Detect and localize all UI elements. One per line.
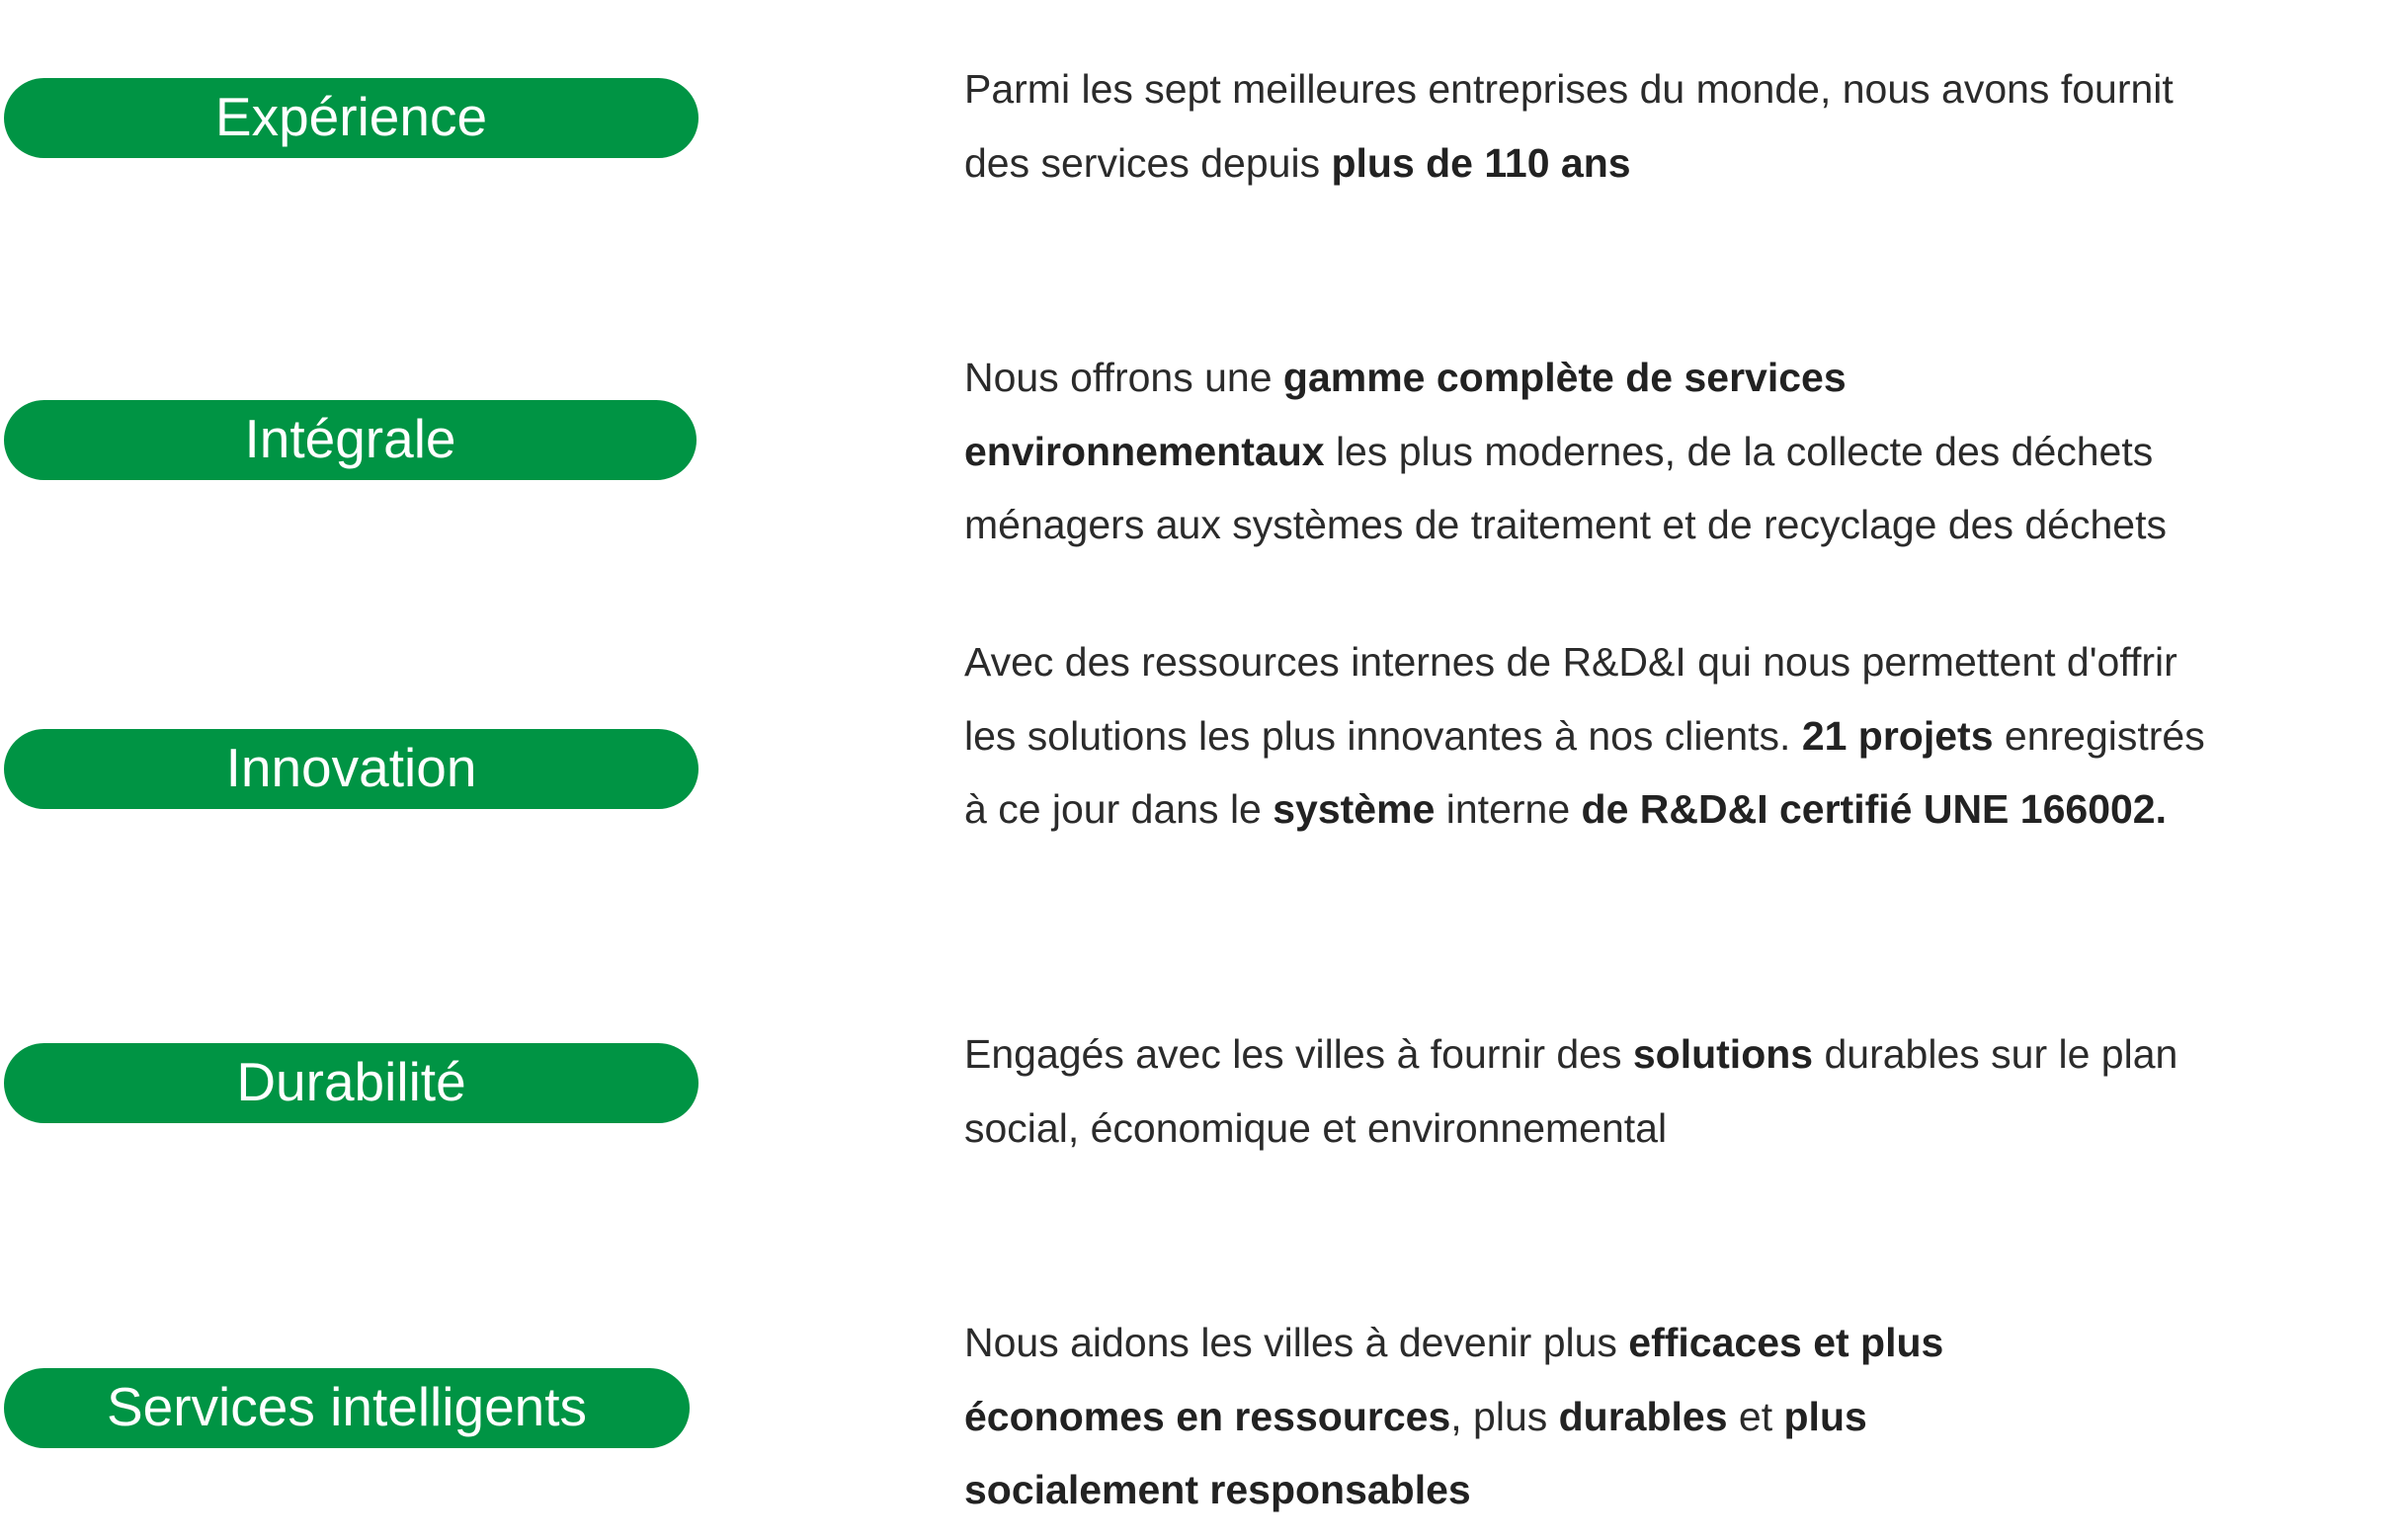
desc-text: les plus modernes, de la collecte des déchets ménagers aux systèmes de traitement et de recyclage des déchets <box>964 428 2167 547</box>
desc-text: et <box>1727 1393 1784 1439</box>
feature-label-integrale: Intégrale <box>4 400 697 480</box>
desc-highlight: système <box>1273 786 1436 832</box>
desc-highlight: 21 projets <box>1801 712 1994 759</box>
desc-text: enregistrés à ce jour dans le <box>964 712 2205 832</box>
desc-highlight: efficaces et plus économes en ressources <box>964 1320 1944 1439</box>
desc-text: Engagés avec les villes à fournir des <box>964 1031 1633 1077</box>
desc-highlight: solutions <box>1632 1031 1814 1077</box>
desc-text: Avec des ressources internes de R&D&I qui nous permettent d'offrir les solutions les plus innovantes à nos clients. <box>964 639 2177 759</box>
feature-description-integrale <box>964 341 2209 562</box>
desc-text: , plus <box>1450 1393 1559 1439</box>
desc-highlight: de R&D&I certifié UNE 166002. <box>1581 786 2167 832</box>
desc-text: interne <box>1435 786 1582 832</box>
feature-label-durabilite: Durabilité <box>4 1043 698 1123</box>
desc-highlight: plus socialement responsables <box>964 1393 1867 1512</box>
desc-highlight: durables <box>1558 1393 1728 1439</box>
desc-text: Nous offrons une <box>964 355 1283 400</box>
desc-text: Nous aidons les villes à devenir plus <box>964 1320 1629 1365</box>
desc-text: Parmi les sept meilleures entreprises du monde, nous avons fournit des services depuis <box>964 66 2174 186</box>
desc-highlight: plus de 110 ans <box>1331 139 1631 186</box>
feature-label-services-intelligents: Services intelligents <box>4 1368 690 1448</box>
feature-description-experience <box>964 52 2209 200</box>
desc-text: durables sur le plan social, économique et environnemental <box>964 1031 2178 1151</box>
feature-label-innovation: Innovation <box>4 729 698 809</box>
feature-label-experience: Expérience <box>4 78 698 158</box>
feature-description-services-intelligents <box>964 1306 1952 1527</box>
feature-description-durabilite <box>964 1017 2209 1165</box>
desc-highlight: gamme complète de services environnementaux <box>964 355 1847 474</box>
feature-description-innovation <box>964 625 2209 847</box>
